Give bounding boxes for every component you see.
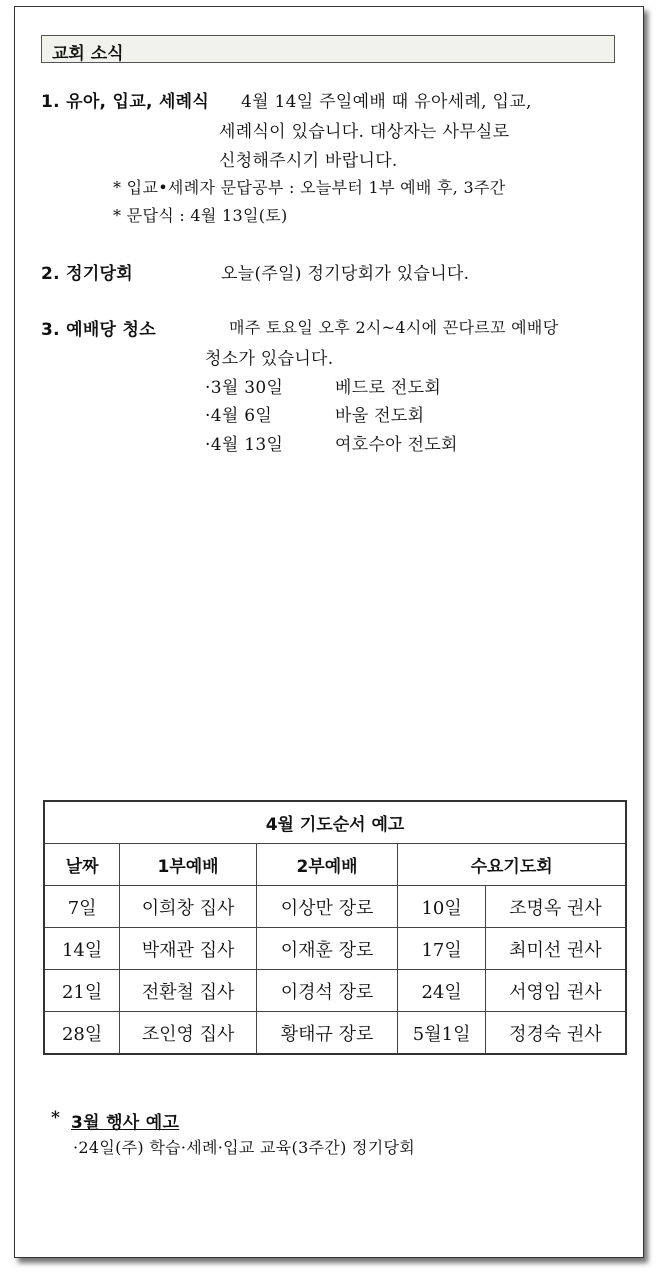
table-cell: 박재관 집사 — [120, 928, 257, 970]
item-2-heading: 2. 정기당회 — [41, 264, 133, 284]
item-1-note-2: * 문답식 : 4월 13일(토) — [113, 206, 288, 225]
table-row — [44, 886, 626, 928]
item-1-line-3: 신청해주시기 바랍니다. — [219, 151, 398, 171]
table-cell: 21일 — [44, 970, 120, 1012]
col-header-service-2: 2부예배 — [256, 844, 397, 886]
table-cell: 서영임 권사 — [485, 970, 626, 1012]
cleaning-group-3: 여호수아 전도회 — [335, 435, 458, 455]
table-cell: 28일 — [44, 1012, 120, 1055]
item-2-line-1: 오늘(주일) 정기당회가 있습니다. — [221, 264, 470, 284]
table-row — [44, 928, 626, 970]
item-1-line-2: 세례식이 있습니다. 대상자는 사무실로 — [219, 122, 510, 142]
table-cell: 조인영 집사 — [120, 1012, 257, 1055]
table-cell: 이재훈 장로 — [256, 928, 397, 970]
item-1-heading: 1. 유아, 입교, 세례식 — [41, 92, 210, 112]
section-title-box — [41, 35, 615, 63]
events-title: 3월 행사 예고 — [71, 1113, 180, 1133]
col-header-service-1: 1부예배 — [120, 844, 257, 886]
prayer-schedule-table — [43, 800, 627, 1055]
col-header-date: 날짜 — [44, 844, 120, 886]
item-1-line-1: 4월 14일 주일예배 때 유아세례, 입교, — [241, 92, 532, 112]
item-1-note-1: * 입교•세례자 문답공부 : 오늘부터 1부 예배 후, 3주간 — [113, 178, 506, 197]
item-3-heading: 3. 예배당 청소 — [41, 320, 156, 340]
table-cell: 5월1일 — [398, 1012, 486, 1055]
cleaning-date-1: ·3월 30일 — [205, 378, 284, 398]
table-cell: 전환철 집사 — [120, 970, 257, 1012]
cleaning-group-1: 베드로 전도회 — [335, 378, 442, 398]
table-cell: 이경석 장로 — [256, 970, 397, 1012]
table-cell: 14일 — [44, 928, 120, 970]
table-cell: 10일 — [398, 886, 486, 928]
table-cell: 조명옥 권사 — [485, 886, 626, 928]
prayer-table-title: 4월 기도순서 예고 — [44, 801, 626, 844]
table-cell: 최미선 권사 — [485, 928, 626, 970]
cleaning-group-2: 바울 전도회 — [335, 406, 425, 426]
table-cell: 24일 — [398, 970, 486, 1012]
events-star: * — [51, 1108, 61, 1128]
cleaning-date-2: ·4월 6일 — [205, 406, 273, 426]
table-cell: 이희창 집사 — [120, 886, 257, 928]
prayer-table-header-row — [44, 844, 626, 886]
table-cell: 정경숙 권사 — [485, 1012, 626, 1055]
table-cell: 이상만 장로 — [256, 886, 397, 928]
table-row — [44, 1012, 626, 1055]
cleaning-date-3: ·4월 13일 — [205, 435, 284, 455]
events-line: ·24일(주) 학습·세례·입교 교육(3주간) 정기당회 — [73, 1138, 416, 1157]
item-3-line-2: 청소가 있습니다. — [205, 349, 334, 369]
table-row — [44, 970, 626, 1012]
table-cell: 황태규 장로 — [256, 1012, 397, 1055]
col-header-wednesday: 수요기도회 — [398, 844, 626, 886]
bulletin-page — [14, 6, 644, 1258]
table-cell: 7일 — [44, 886, 120, 928]
table-cell: 17일 — [398, 928, 486, 970]
item-3-line-1: 매주 토요일 오후 2시~4시에 꼰다르꼬 예배당 — [229, 318, 559, 337]
section-title: 교회 소식 — [52, 44, 124, 64]
